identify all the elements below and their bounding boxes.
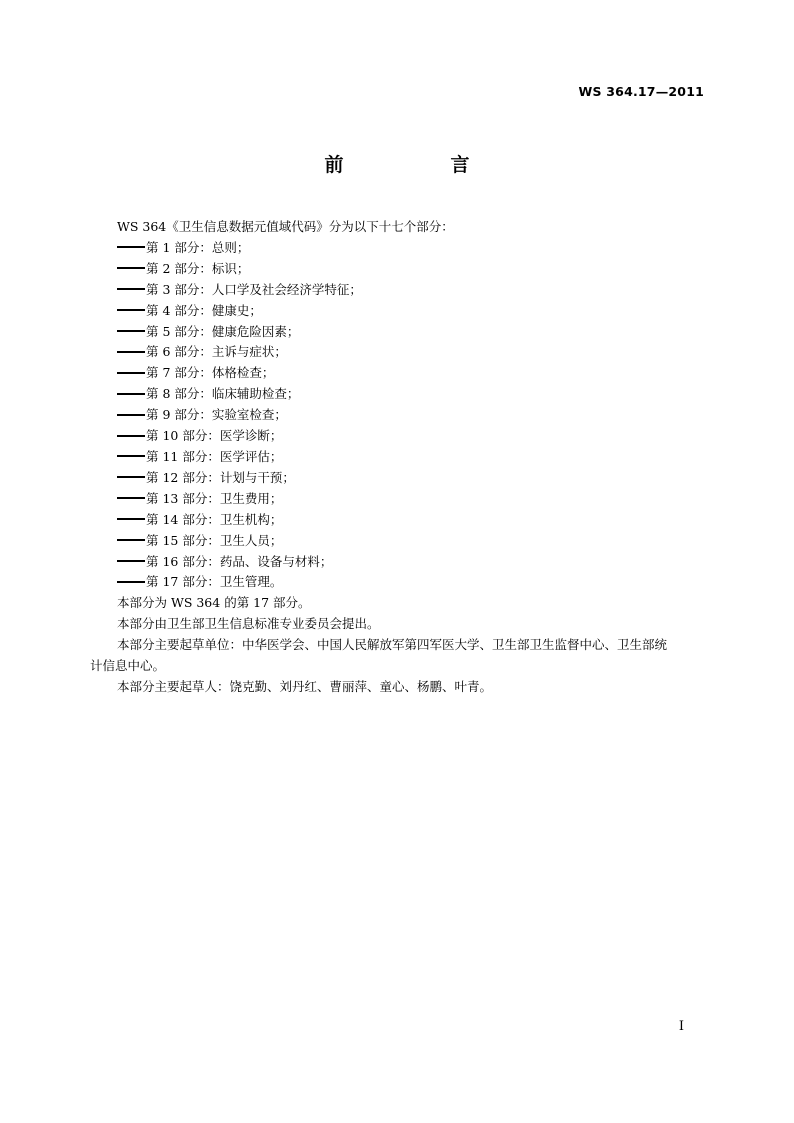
em-dash-mark bbox=[117, 393, 145, 395]
list-item bbox=[117, 322, 707, 343]
em-dash-mark bbox=[117, 497, 145, 499]
list-item-text: 第 14 部分：卫生机构； bbox=[146, 511, 283, 527]
list-item bbox=[117, 363, 707, 384]
em-dash-mark bbox=[117, 330, 145, 332]
intro-paragraph: WS 364《卫生信息数据元值域代码》分为以下十七个部分： bbox=[117, 219, 454, 234]
em-dash-mark bbox=[117, 372, 145, 374]
list-item bbox=[117, 426, 707, 447]
list-item-text: 第 10 部分：医学诊断； bbox=[146, 428, 283, 444]
list-item-text: 第 2 部分：标识； bbox=[146, 260, 250, 276]
em-dash-mark bbox=[117, 267, 145, 269]
list-item-text: 第 9 部分：实验室检查； bbox=[146, 407, 287, 423]
standard-code: WS 364.17—2011 bbox=[578, 84, 704, 99]
list-item bbox=[117, 489, 707, 510]
list-item-text: 第 8 部分：临床辅助检查； bbox=[146, 386, 300, 402]
list-item bbox=[117, 552, 707, 573]
list-item-text: 第 4 部分：健康史； bbox=[146, 302, 262, 318]
em-dash-mark bbox=[117, 309, 145, 311]
em-dash-mark bbox=[117, 539, 145, 541]
list-item bbox=[117, 572, 707, 593]
list-item-text: 第 16 部分：药品、设备与材料； bbox=[146, 553, 333, 569]
parts-list bbox=[117, 238, 707, 593]
em-dash-mark bbox=[117, 246, 145, 248]
list-item-text: 第 5 部分：健康危险因素； bbox=[146, 323, 300, 339]
em-dash-mark bbox=[117, 560, 145, 562]
list-item-text: 第 3 部分：人口学及社会经济学特征； bbox=[146, 281, 362, 297]
em-dash-mark bbox=[117, 351, 145, 353]
proposed-by-statement: 本部分由卫生部卫生信息标准专业委员会提出。 bbox=[117, 616, 380, 632]
list-item bbox=[117, 510, 707, 531]
list-item-text: 第 15 部分：卫生人员； bbox=[146, 532, 283, 548]
list-item-text: 第 7 部分：体格检查； bbox=[146, 365, 275, 381]
em-dash-mark bbox=[117, 455, 145, 457]
em-dash-mark bbox=[117, 581, 145, 583]
list-item bbox=[117, 531, 707, 552]
foreword-body bbox=[90, 217, 707, 698]
list-item-text: 第 1 部分：总则； bbox=[146, 239, 250, 255]
list-item bbox=[117, 342, 707, 363]
em-dash-mark bbox=[117, 476, 145, 478]
list-item-text: 第 12 部分：计划与干预； bbox=[146, 469, 295, 485]
page-number: I bbox=[678, 1019, 684, 1034]
part-of-statement: 本部分为 WS 364 的第 17 部分。 bbox=[117, 595, 311, 611]
list-item bbox=[117, 405, 707, 426]
em-dash-mark bbox=[117, 414, 145, 416]
list-item bbox=[117, 259, 707, 280]
list-item bbox=[117, 384, 707, 405]
drafting-units-line-2: 计信息中心。 bbox=[90, 658, 166, 674]
drafters-statement: 本部分主要起草人：饶克勤、刘丹红、曹丽萍、童心、杨鹏、叶青。 bbox=[117, 678, 493, 694]
list-item bbox=[117, 280, 707, 301]
drafting-units-statement bbox=[90, 635, 707, 677]
drafting-units-line-1: 本部分主要起草单位：中华医学会、中国人民解放军第四军医大学、卫生部卫生监督中心、卫生部统 bbox=[117, 637, 668, 653]
em-dash-mark bbox=[117, 288, 145, 290]
list-item-text: 第 6 部分：主诉与症状； bbox=[146, 344, 287, 360]
em-dash-mark bbox=[117, 435, 145, 437]
list-item-text: 第 11 部分：医学评估； bbox=[146, 448, 283, 464]
list-item-text: 第 13 部分：卫生费用； bbox=[146, 490, 283, 506]
list-item-text: 第 17 部分：卫生管理。 bbox=[146, 574, 283, 590]
list-item bbox=[117, 238, 707, 259]
em-dash-mark bbox=[117, 518, 145, 520]
list-item bbox=[117, 468, 707, 489]
list-item bbox=[117, 447, 707, 468]
page-title: 前 言 bbox=[324, 154, 514, 176]
list-item bbox=[117, 301, 707, 322]
